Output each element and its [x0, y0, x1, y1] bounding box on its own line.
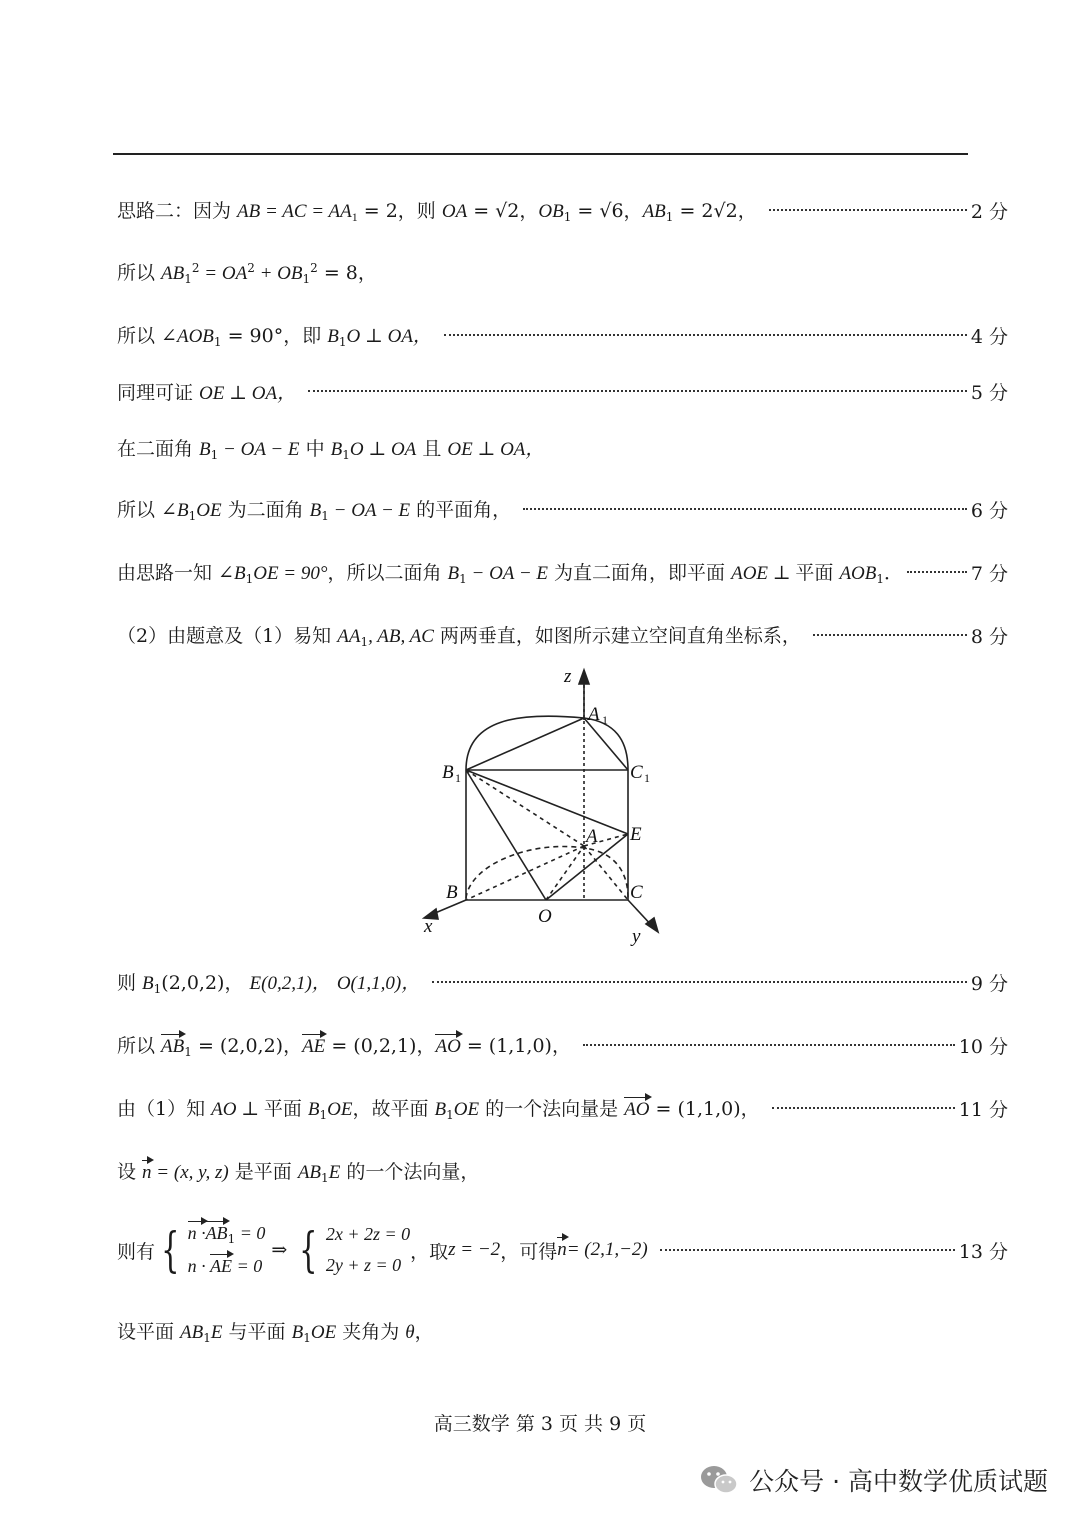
math-run: + OB [254, 263, 303, 284]
math-run: E [328, 1162, 341, 1183]
dotted-leader [813, 634, 967, 636]
answer-line-1 [117, 190, 1008, 230]
vector-AO: AO [435, 1036, 461, 1057]
dotted-leader [660, 1249, 955, 1251]
score-mark: 4 分 [970, 325, 1008, 348]
answer-line-2 [117, 252, 1008, 292]
subscript: 1 [213, 335, 222, 349]
text-run: = 90°，即 [221, 325, 328, 347]
edge-B1E [466, 770, 628, 834]
score-mark: 6 分 [970, 499, 1008, 522]
label-E: E [630, 824, 642, 845]
text-run: 思路二：因为 [117, 199, 238, 222]
subscript: 1 [245, 572, 254, 586]
subscript: 1 [342, 448, 350, 462]
math-run: − OA − E [328, 500, 411, 521]
text-run: 平面 [795, 562, 840, 584]
equation-stack [326, 1224, 410, 1276]
text-run: 所以 [117, 325, 162, 347]
math-run: θ [405, 1322, 415, 1343]
text-run: ， [414, 1321, 434, 1343]
label-O: O [538, 906, 552, 927]
implies-symbol: ⇒ [271, 1239, 288, 1261]
equation-system-1 [155, 1223, 265, 1277]
brace-icon: { [299, 1222, 318, 1278]
score-mark: 13 分 [958, 1240, 1008, 1263]
score-mark: 7 分 [970, 562, 1008, 585]
text-run: 所以 [117, 262, 162, 284]
text-run: 所以 [117, 499, 162, 521]
score-mark: 11 分 [958, 1098, 1008, 1121]
text-run: = (2,0,2)， [191, 1035, 303, 1057]
text-run: 夹角为 [336, 1321, 406, 1343]
answer-line-4 [117, 371, 1008, 411]
label-C: C [630, 882, 643, 903]
text-run: = (1,1,0)， [649, 1098, 760, 1120]
math-run: B [291, 1322, 304, 1343]
text-run: （2）由题意及（1）易知 [117, 625, 338, 647]
equation-row: 2x + 2z = 0 [325, 1224, 411, 1244]
subscript: 1 [321, 509, 329, 523]
text-run: 的平面角， [410, 499, 512, 521]
line-text [117, 196, 757, 225]
text-run: = √2， [467, 199, 539, 222]
text-run: 设平面 [117, 1321, 181, 1343]
answer-line-8 [117, 615, 1008, 655]
text-run: ，故平面 [352, 1098, 435, 1120]
math-run: AOE ⊥ [731, 563, 796, 584]
subscript: 1 [203, 1331, 211, 1345]
subscript: 1 [459, 572, 467, 586]
math-run: AB [161, 263, 185, 284]
score-mark: 8 分 [970, 625, 1008, 648]
answer-line-5 [117, 428, 1008, 468]
score-mark: 9 分 [970, 972, 1008, 995]
equation-system-2 [293, 1224, 410, 1276]
answer-line-12 [117, 1151, 1008, 1191]
math-run: OB [538, 200, 564, 222]
subscript: 1 [360, 635, 369, 649]
subscript: 1 [227, 1232, 236, 1246]
line-text [117, 495, 511, 523]
line-text [117, 1157, 479, 1185]
line-text [117, 621, 801, 649]
subscript: 1 [303, 1331, 311, 1345]
text-run: ，所以二面角 [327, 562, 448, 584]
math-run: − OA − E [218, 439, 300, 460]
vector-AB1: AB [205, 1223, 228, 1243]
text-run: 设 [117, 1161, 143, 1183]
label-y: y [632, 926, 641, 947]
line-text [117, 968, 420, 996]
math-run: B [199, 439, 211, 460]
dotted-leader [523, 508, 967, 510]
subscript: 1 [665, 209, 674, 224]
text-run: 所以 [117, 1035, 162, 1057]
math-run: = (2,1,−2) [566, 1239, 648, 1260]
label-B1-sub: 1 [455, 771, 461, 785]
equation-row [188, 1223, 266, 1246]
label-B1: B [442, 762, 454, 783]
answer-line-11 [117, 1088, 1008, 1128]
math-run: B [330, 439, 343, 460]
dotted-leader [772, 1107, 955, 1109]
edge-B1O [466, 770, 546, 900]
label-A1: A [588, 704, 600, 725]
math-run: AB [642, 200, 666, 222]
superscript: 2 [191, 261, 200, 275]
y-arrow-icon [646, 918, 658, 932]
math-run: B [447, 563, 460, 584]
math-run: B [142, 973, 154, 994]
math-run: AB = AC = AA [237, 200, 352, 222]
text-run: 为直二面角，即平面 [548, 562, 732, 584]
subscript: 1 [351, 209, 358, 224]
subscript: 1 [188, 509, 197, 523]
math-run: O(1,1,0)， [336, 973, 421, 994]
line-text [117, 321, 432, 349]
math-run: B [327, 326, 339, 347]
math-run: E(0,2,1)， [249, 973, 331, 994]
math-run: z = −2 [448, 1239, 501, 1260]
math-run: n · [187, 1223, 206, 1243]
edge-B1A [466, 770, 584, 846]
text-run: 则 [117, 972, 143, 994]
subscript: 1 [184, 272, 192, 286]
subscript: 1 [302, 272, 311, 286]
math-run: OE ⊥ OA， [447, 439, 545, 460]
label-C1: C [630, 762, 643, 783]
label-B: B [446, 882, 458, 903]
text-run: 由（1）知 [117, 1098, 212, 1120]
math-run: ∠AOB [161, 326, 214, 347]
dotted-leader [444, 334, 967, 336]
math-run: B [434, 1099, 447, 1120]
text-run: 两两垂直，如图所示建立空间直角坐标系， [433, 625, 801, 647]
dotted-leader [432, 981, 967, 983]
vector-AE: AE [210, 1256, 233, 1276]
dotted-leader [769, 209, 967, 211]
math-run: AB [180, 1322, 204, 1343]
edge-B1A1 [466, 718, 584, 770]
score-mark: 2 分 [970, 200, 1008, 223]
line-text [117, 1223, 648, 1277]
subscript: 1 [563, 209, 572, 224]
math-run: B [309, 500, 322, 521]
math-run: OE = 90° [253, 563, 328, 584]
math-run: O ⊥ OA [349, 439, 417, 460]
math-run: OE ⊥ OA， [199, 382, 297, 404]
line-text [117, 1031, 571, 1059]
top-rule [113, 153, 968, 155]
brace-icon: { [161, 1222, 180, 1278]
text-run: = 2，则 [357, 199, 442, 222]
text-run: 为二面角 [221, 499, 310, 521]
page-footer: 高三数学 第 3 页 共 9 页 [433, 1413, 647, 1435]
math-run: − OA − E [466, 563, 548, 584]
dotted-leader [308, 390, 967, 392]
text-run: 同理可证 [117, 381, 200, 404]
math-run: = 0 [235, 1223, 266, 1243]
text-run: = √6， [571, 199, 643, 222]
edge-AB [466, 846, 584, 900]
edge-AC [584, 846, 628, 900]
subscript: 1 [338, 335, 347, 349]
dotted-leader [583, 1044, 955, 1046]
subscript: 1 [446, 1108, 454, 1122]
math-run: , AB, AC [368, 626, 434, 647]
math-run: OE [453, 1099, 480, 1120]
line-text [117, 558, 903, 586]
math-run: = 0 [232, 1256, 263, 1276]
label-C1-sub: 1 [644, 771, 650, 785]
z-arrow-icon [579, 670, 589, 684]
text-run: 且 [416, 438, 448, 460]
math-run: AA [337, 626, 361, 647]
text-run: 的一个法向量是 [479, 1098, 625, 1120]
watermark [699, 1462, 1048, 1498]
subscript: 1 [184, 1045, 192, 1059]
text-run: = 2√2， [673, 199, 757, 222]
subscript: 1 [153, 982, 162, 996]
text-run: (2,0,2)， [161, 972, 244, 994]
math-run: E [210, 1322, 223, 1343]
label-x: x [424, 916, 433, 937]
answer-line-3 [117, 315, 1008, 355]
wechat-icon [699, 1463, 739, 1497]
dotted-leader [907, 571, 967, 573]
text-run: 由思路一知 [117, 562, 219, 584]
text-run: 的一个法向量， [340, 1161, 480, 1183]
text-run: 中 [299, 438, 331, 460]
math-run: = OA [199, 263, 248, 284]
line-text [117, 258, 377, 286]
score-mark: 5 分 [970, 381, 1008, 404]
math-run: AB [297, 1162, 322, 1183]
vector-n: n [142, 1162, 152, 1183]
superscript: 2 [310, 261, 318, 275]
text-run: = 8， [317, 262, 377, 284]
math-run: OE [310, 1322, 337, 1343]
subscript: 1 [876, 572, 885, 586]
superscript: 2 [247, 261, 255, 275]
label-A1-sub: 1 [602, 713, 608, 727]
equation-row [188, 1256, 266, 1277]
math-run: OA [441, 200, 468, 222]
text-run: 在二面角 [117, 438, 200, 460]
label-A: A [586, 826, 598, 847]
text-run: 平面 [263, 1098, 308, 1120]
answer-line-14 [117, 1311, 1008, 1351]
math-run: n · [187, 1256, 211, 1276]
watermark-label: 公众号 · 高中数学优质试题 [749, 1467, 1048, 1496]
line-text [117, 378, 296, 405]
math-run: AO ⊥ [211, 1099, 264, 1120]
text-run: ，可得 [500, 1240, 558, 1263]
text-run: 与平面 [222, 1321, 292, 1343]
equation-stack [188, 1223, 266, 1277]
equation-row: 2y + z = 0 [325, 1255, 402, 1275]
subscript: 1 [321, 1171, 329, 1185]
text-run: = (0,2,1)， [325, 1035, 436, 1057]
text-run: = (1,1,0)， [460, 1035, 571, 1057]
coordinate-figure [410, 660, 670, 950]
label-z: z [564, 666, 572, 687]
math-run: = (x, y, z) [151, 1162, 229, 1183]
vector-n: n [557, 1239, 567, 1260]
math-run: AOB [839, 563, 877, 584]
score-mark: 10 分 [958, 1035, 1008, 1058]
math-run: ∠B [218, 563, 246, 584]
answer-line-7 [117, 552, 1008, 592]
subscript: 1 [210, 448, 219, 462]
vector-AE: AE [302, 1036, 326, 1057]
math-run: ∠B [161, 500, 189, 521]
line-text [117, 434, 544, 462]
vector-AB1: AB [161, 1036, 185, 1057]
answer-line-9 [117, 962, 1008, 1002]
line-text [117, 1094, 760, 1122]
line-text [117, 1317, 434, 1345]
answer-line-6 [117, 489, 1008, 529]
answer-line-13 [117, 1214, 1008, 1286]
text-run: 则有 [117, 1240, 156, 1263]
text-run: 是平面 [228, 1161, 298, 1183]
answer-line-10 [117, 1025, 1008, 1065]
subscript: 1 [319, 1108, 328, 1122]
math-run: B [307, 1099, 320, 1120]
prism-diagram [410, 660, 670, 950]
text-run: ，取 [410, 1240, 449, 1263]
math-run: OE [327, 1099, 353, 1120]
text-run: ． [884, 562, 904, 584]
math-run: OE [196, 500, 222, 521]
vector-AO: AO [624, 1099, 650, 1120]
math-run: O ⊥ OA， [346, 326, 432, 347]
